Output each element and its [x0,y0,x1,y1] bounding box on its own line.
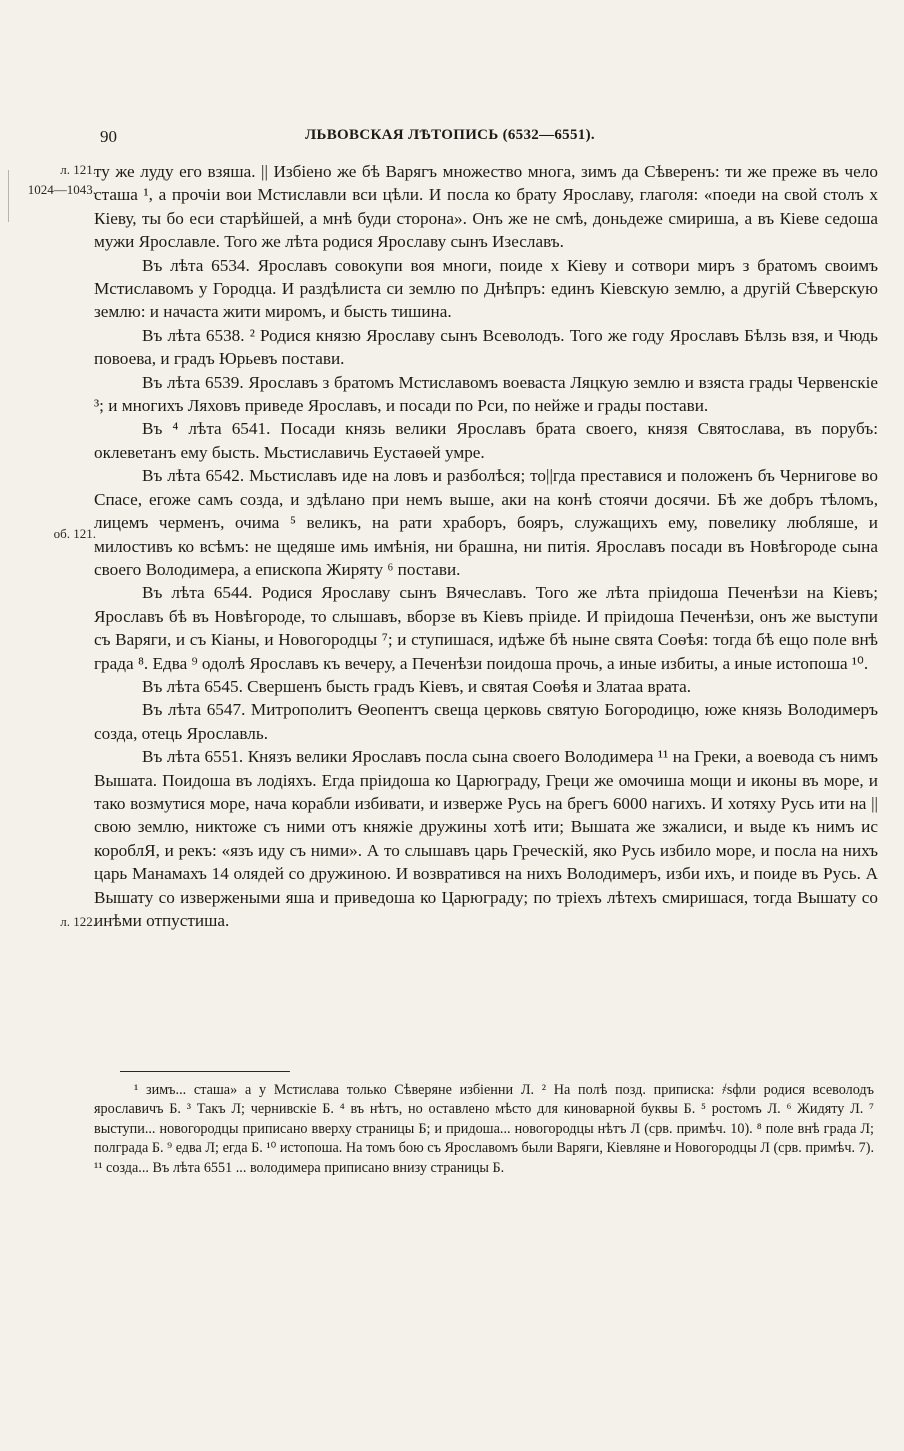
margin-leaf-122: л. 122. [60,914,96,929]
paragraph: Въ лѣта 6547. Митрополитъ Ѳеопентъ свеща церковь святую Богородицю, юже князь Володимеръ созда, отець Ярославль. [94,700,878,743]
footnotes [94,1081,874,1178]
paragraph: Въ лѣта 6545. Свершенъ бысть градъ Кіевъ, и святая Соѳѣя и Златаа врата. [142,676,692,696]
paragraph: Въ лѣта 6551. Князъ велики Ярославъ посла сына своего Володимера ¹¹ на Греки, а воевода съ нимъ Вышата. Поидоша въ лодіяхъ. Егда пріидоша ко Царюграду, Греци же омочиша мощи и иконы въ море, и тако возмутися море, нача корабли избивати, и изверже Русь на брегъ 6000 нагихъ. И хотяху Русь ити на || свою землю, никтоже съ ними отъ княжіе дружины хотѣ ити; Вышата же зжалиси, и выде къ нимъ ис короблЯ, и рекъ: «язъ иду съ ними». А то слышавъ царь Греческій, яко Русь избило море, и посла на нихъ царь Манамахъ 14 олядей со дружиною. И возвратився на нихъ Володимеръ, изби ихъ, и поиде въ Русь. А Вышату со извержеными яша и приведоша ко Царюграду; по тріехъ лѣтехъ смиришася, тогда Вышату со инѣми отпустиша. [94,747,878,930]
margin-leaf-121: л. 121. [60,162,96,177]
page-number: 90 [100,127,117,146]
main-text [94,160,878,932]
paragraph: Въ лѣта 6542. Мьстиславъ иде на ловъ и разболѣся; то||гда преставися и положенъ бъ Чернигове во Спасе, егоже самъ созда, и здѣлано при немъ выше, аки на конѣ стоячи досячи. Бѣ же добръ тѣломъ, лицемъ черменъ, очима ⁵ великъ, на рати храборъ, бояръ, служащихъ ему, повелику любляше, и милостивъ ко всѣмъ: не щедяше имь имѣнія, ни брашна, ни питія. Ярославъ посади въ Новѣгороде сына своего Володимера, а епископа Жиряту ⁶ постави. [94,466,878,579]
paragraph: Въ лѣта 6534. Ярославъ совокупи воя многи, поиде х Кіеву и сотвори миръ з братомъ своимъ Мстиславомъ у Городца. И раздѣлиста си землю по Днѣпръ: единъ Кіевскую землю, а другій Сѣверскую землю: и начаста жити миромъ, и бысть тишина. [94,255,878,322]
paragraph: Въ ⁴ лѣта 6541. Посади князь велики Ярославъ брата своего, князя Святослава, въ порубъ: оклеветанъ ему бысть. Мьстиславичь Еустаѳей умре. [94,419,878,462]
margin-years: 1024—1043. [27,182,96,197]
margin-bracket [8,170,9,222]
footnote-divider [120,1071,290,1072]
page-header [100,127,880,151]
paragraph: Въ лѣта 6544. Родися Ярославу сынъ Вячеславъ. Того же лѣта пріидоша Печенѣзи на Кіевъ; Ярославъ бѣ въ Новѣгороде, то слышавъ, вборзе въ Кіевъ пріиде. И пріидоша Печенѣзи, онъ же выступи съ Варяги, и съ Кіаны, и Новогородцы ⁷; и ступишася, идѣже бѣ ныне свята Соѳѣя: тогда бѣ ещо поле внѣ града ⁸. Едва ⁹ одолѣ Ярославъ къ вечеру, а Печенѣзи поидоша прочь, а иные избиты, а иные истопоша ¹⁰. [94,583,878,673]
paragraph: Въ лѣта 6538. ² Родися князю Ярославу сынъ Всеволодъ. Того же году Ярославъ Бѣлзь взя, и Чюдь повоева, и градъ Юрьевъ постави. [94,325,878,369]
running-title: ЛЬВОВСКАЯ ЛѢТОПИСЬ (6532—6551). [305,127,595,143]
margin-leaf-121-verso: об. 121. [53,526,96,541]
paragraph: ту же луду его взяша. || Избіено же бѣ Варягъ множество многа, зимъ да Сѣверенъ: ти же преже въ чело сташа ¹, а прочіи вои Мстиславли вси цѣли. И посла ко брату Ярославу, глаголя: «поеди на свой столъ х Кіеву, ты бо еси старѣйшей, а мнѣ буди сторона». Онъ же не смѣ, доньдеже смириша, а въ Кіеве седоша мужи Ярославле. Того же лѣта родися Ярославу сынъ Изеславъ. [94,162,878,252]
paragraph: Въ лѣта 6539. Ярославъ з братомъ Мстиславомъ воеваста Ляцкую землю и взяста грады Червенскіе ³; и многихъ Ляховъ приведе Ярославъ, и посади по Рси, по нейже и грады постави. [94,372,878,416]
footnote-text: ¹ зимъ... сташа» а у Мстислава только Сѣверяне избіенни Л. ² На полѣ позд. приписка: ҂sфли родися всеволодъ ярославичъ Б. ³ Такъ Л; чернивскіе Б. ⁴ въ нѣтъ, но оставлено мѣсто для киноварной буквы Б. ⁵ ростомъ Л. ⁶ Жидяту Л. ⁷ выступи... новогородцы приписано вверху страницы Б; и придоша... новогородцы нѣтъ Л (срв. примѣч. 10). ⁸ поле внѣ града Л; полграда Б. ⁹ едва Л; егда Б. ¹⁰ истопоша. На томъ бою съ Ярославомъ были Варяги, Кіевляне и Новогородцы Л (срв. примѣч. 7). ¹¹ созда... Въ лѣта 6551 ... володимера приписано внизу страницы Б. [94,1082,874,1176]
